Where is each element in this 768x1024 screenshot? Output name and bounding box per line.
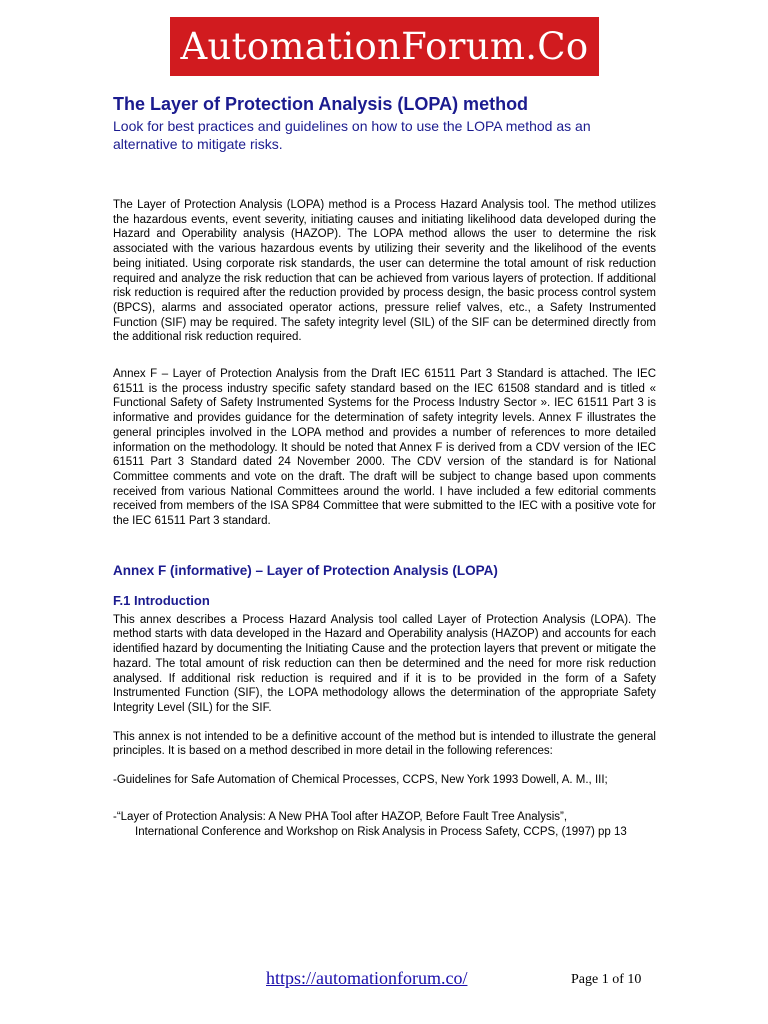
scope-paragraph: This annex is not intended to be a definitive account of the method but is intended to illustrate the general principles. It is based on a method described in more detail in the following references: — [113, 730, 656, 758]
annex-heading: Annex F (informative) – Layer of Protection Analysis (LOPA) — [113, 562, 498, 578]
document-title: The Layer of Protection Analysis (LOPA) method — [113, 94, 529, 114]
page-number: Page 1 of 10 — [571, 972, 642, 987]
reference-line: International Conference and Workshop on Risk Analysis in Process Safety, CCPS, (1997) pp 13 — [135, 825, 627, 838]
page-footer — [0, 968, 768, 992]
intro-paragraph-annex: Annex F – Layer of Protection Analysis from the Draft IEC 61511 Part 3 Standard is attached. The IEC 61511 is the process industry specific safety standard based on the IEC 61508 standard and is titled « Functional Safety of Safety Instrumented Systems for the Process Industry Sector ». IEC 61511 Part 3 is informative and provides guidance for the determination of safety integrity levels. Annex F illustrates the general principles involved in the LOPA method and provides a number of references to more detailed information on the methodology. It should be noted that Annex F is derived from a CDV version of the IEC 61511 Part 3 Standard dated 24 November 2000. The CDV version of the standard is for National Committee comments and vote on the draft. The draft will be subject to change based upon comments received from various National Committees around the world. I have included a few editorial comments received from members of the ISA SP84 Committee that were submitted to the IEC with a positive vote for the IEC 61511 Part 3 standard. — [113, 368, 656, 528]
website-link[interactable]: https://automationforum.co/ — [266, 968, 468, 988]
reference-line: -“Layer of Protection Analysis: A New PHA Tool after HAZOP, Before Fault Tree Analysis”, — [113, 810, 568, 823]
site-logo-banner — [170, 17, 599, 76]
introduction-paragraph: This annex describes a Process Hazard Analysis tool called Layer of Protection Analysis (LOPA). The method starts with data developed in the Hazard and Operability analysis (HAZOP) and accounts for each identified hazard by documenting the Initiating Cause and the protection layers that prevent or mitigate the hazard. The total amount of risk reduction can then be determined and the need for more risk reduction analysed. If additional risk reduction is required and if it is to be provided in the form of a Safety Instrumented Function (SIF), the LOPA methodology allows the determination of the appropriate Safety Integrity Level (SIL) for the SIF. — [113, 613, 656, 714]
document-body — [113, 93, 656, 839]
intro-paragraph-lopa: The Layer of Protection Analysis (LOPA) method is a Process Hazard Analysis tool. The method utilizes the hazardous events, event severity, initiating causes and initiating likelihood data developed during the Hazard and Operability analysis (HAZOP). The LOPA method allows the user to determine the risk associated with the various hazardous events by utilizing their severity and the likelihood of the events being initiated. Using corporate risk standards, the user can determine the total amount of risk reduction required and analyze the risk reduction that can be achieved from various layers of protection. If additional risk reduction is required after the reduction provided by process design, the basic process control system (BPCS), alarms and associated operator actions, pressure relief valves, etc., a Safety Instrumented Function (SIF) may be required. The safety integrity level (SIL) of the SIF can be determined directly from the additional risk reduction required. — [113, 199, 656, 344]
site-logo-text: AutomationForum.Co — [180, 25, 589, 68]
document-subtitle: Look for best practices and guidelines on how to use the LOPA method as an alternative to mitigate risks. — [113, 118, 591, 152]
section-heading-introduction: F.1 Introduction — [113, 592, 210, 608]
reference-item — [113, 810, 656, 839]
reference-item: -Guidelines for Safe Automation of Chemical Processes, CCPS, New York 1993 Dowell, A. M., III; — [113, 774, 608, 787]
